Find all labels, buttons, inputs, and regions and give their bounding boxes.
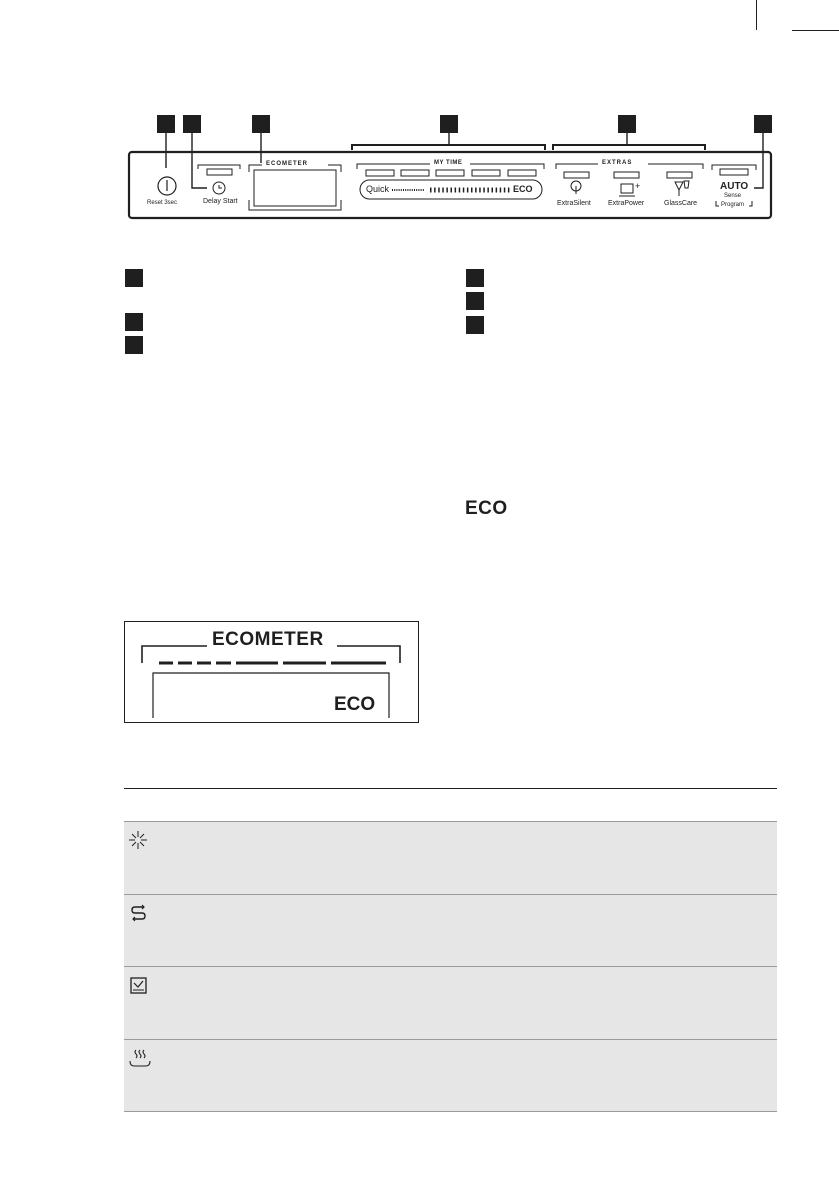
machine-care-icon <box>129 976 149 996</box>
legend-marker-3 <box>125 336 143 354</box>
ecometer-eco-label: ECO <box>334 694 376 715</box>
legend-marker-2 <box>125 313 143 331</box>
ecometer-panel-label: ECOMETER <box>266 161 309 167</box>
legend-marker-5 <box>466 292 484 310</box>
extra-silent-label: ExtraSilent <box>557 200 591 207</box>
table-top-rule <box>124 788 777 789</box>
sparkle-icon <box>128 830 148 850</box>
panel-drawing <box>0 0 839 240</box>
glass-care-label: GlassCare <box>664 200 698 207</box>
my-time-label: MY TIME <box>434 160 463 166</box>
legend-marker-6 <box>466 316 484 334</box>
drying-icon <box>128 1048 152 1070</box>
svg-text:+: + <box>635 181 641 191</box>
sense-label: Sense <box>724 193 742 199</box>
table-row <box>124 966 777 1039</box>
legend-marker-1 <box>125 269 143 287</box>
program-label: Program <box>721 202 745 208</box>
regenerate-icon <box>130 904 148 922</box>
table-row <box>124 821 777 894</box>
table-row <box>124 1039 777 1112</box>
auto-label: AUTO <box>720 181 749 192</box>
ecometer-figure <box>124 621 419 723</box>
extras-label: EXTRAS <box>602 160 633 166</box>
eco-symbol: ECO <box>465 498 508 519</box>
table-row <box>124 894 777 967</box>
quick-label: Quick <box>366 184 390 194</box>
reset-label: Reset 3sec <box>147 200 178 206</box>
legend-marker-4 <box>466 269 484 287</box>
eco-panel-label: ECO <box>513 184 533 194</box>
delay-start-label: Delay Start <box>203 198 238 205</box>
control-panel <box>0 0 839 240</box>
table-bottom-rule <box>124 1111 777 1112</box>
extra-power-label: ExtraPower <box>608 200 645 207</box>
ecometer-title: ECOMETER <box>212 629 324 650</box>
